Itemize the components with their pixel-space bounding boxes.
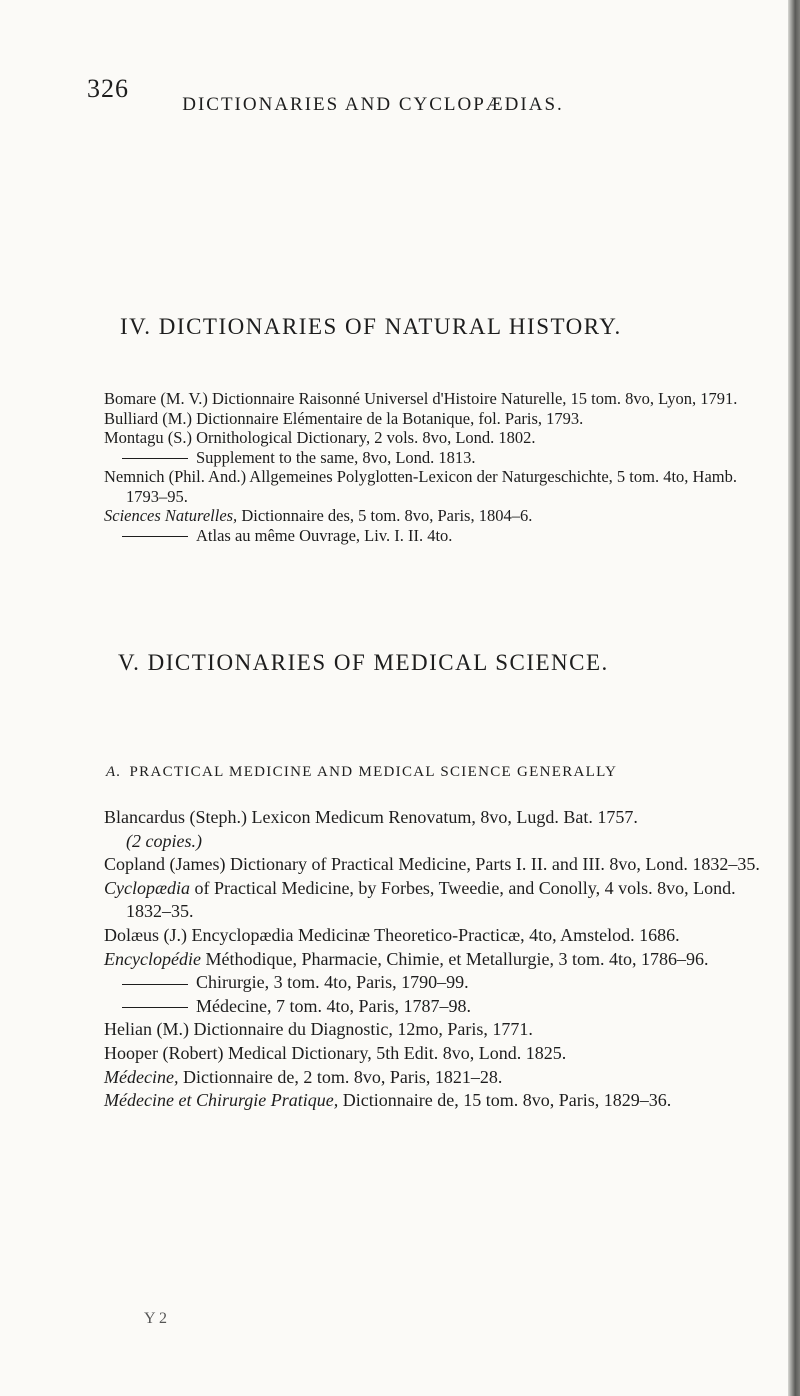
bibliography-entry — [104, 467, 764, 506]
entry-italic-title: Médecine et Chirurgie Pratique, — [104, 1090, 339, 1111]
bibliography-entry — [104, 806, 764, 853]
bibliography-entry — [104, 877, 764, 924]
entry-text: Montagu (S.) Ornithological Dictionary, 2 vols. 8vo, Lond. 1802. — [104, 428, 536, 447]
entry-text: Dictionnaire de, 2 tom. 8vo, Paris, 1821–28. — [178, 1066, 503, 1087]
entry-text: Méthodique, Pharmacie, Chimie, et Metallurgie, 3 tom. 4to, 1786–96. — [200, 948, 709, 969]
bibliography-entry — [104, 853, 764, 877]
running-head: DICTIONARIES AND CYCLOPÆDIAS. — [182, 94, 564, 115]
subheading-text: PRACTICAL MEDICINE AND MEDICAL SCIENCE GENERALLY — [129, 764, 618, 780]
medical-science-entries — [104, 806, 764, 1113]
entry-text: Dolæus (J.) Encyclopædia Medicinæ Theoretico-Practicæ, 4to, Amstelod. 1686. — [104, 924, 680, 945]
entry-text: Copland (James) Dictionary of Practical Medicine, Parts I. II. and III. 8vo, Lond. 1832–35. — [104, 854, 760, 875]
subheading-practical-medicine — [106, 764, 726, 781]
entry-text: Nemnich (Phil. And.) Allgemeines Polyglotten-Lexicon der Naturgeschichte, 5 tom. 4to, Hamb. 1793–95. — [104, 467, 737, 506]
section-heading-medical-science: V. DICTIONARIES OF MEDICAL SCIENCE. — [118, 650, 609, 675]
page-number: 326 — [87, 74, 129, 103]
bibliography-entry — [104, 409, 764, 429]
bibliography-entry — [104, 924, 764, 948]
bibliography-entry — [104, 971, 764, 995]
bibliography-entry — [104, 1066, 764, 1090]
subheading-letter: A. — [106, 764, 122, 780]
entry-italic-title: Encyclopédie — [104, 948, 201, 969]
entry-italic-title: Cyclopædia — [104, 877, 190, 898]
natural-history-entries — [104, 389, 764, 545]
entry-text: Supplement to the same, 8vo, Lond. 1813. — [196, 447, 476, 467]
bibliography-entry — [104, 448, 764, 468]
page-edge — [788, 0, 800, 1396]
bibliography-entry — [104, 1042, 764, 1066]
entry-italic-title: Médecine, — [104, 1066, 179, 1087]
bibliography-entry — [104, 995, 764, 1019]
ditto-dash — [122, 536, 188, 537]
bibliography-entry — [104, 389, 764, 409]
entry-text: Bulliard (M.) Dictionnaire Elémentaire de la Botanique, fol. Paris, 1793. — [104, 408, 584, 428]
entry-note: (2 copies.) — [126, 830, 202, 851]
ditto-dash — [122, 1007, 188, 1008]
bibliography-entry — [104, 1018, 764, 1042]
ditto-dash — [122, 458, 188, 459]
section-heading-natural-history: IV. DICTIONARIES OF NATURAL HISTORY. — [120, 314, 622, 339]
signature-mark: Y 2 — [144, 1310, 167, 1327]
bibliography-entry — [104, 506, 764, 526]
entry-text: of Practical Medicine, by Forbes, Tweedie, and Conolly, 4 vols. 8vo, Lond. 1832–35. — [126, 877, 736, 922]
entry-text: Bomare (M. V.) Dictionnaire Raisonné Universel d'Histoire Naturelle, 15 tom. 8vo, Lyon, 1791. — [104, 389, 738, 408]
bibliography-entry — [104, 428, 764, 448]
entry-text: Dictionnaire de, 15 tom. 8vo, Paris, 1829–36. — [338, 1090, 672, 1111]
entry-text: Helian (M.) Dictionnaire du Diagnostic, 12mo, Paris, 1771. — [104, 1019, 533, 1040]
entry-text: Atlas au même Ouvrage, Liv. I. II. 4to. — [196, 525, 453, 545]
entry-italic-title: Sciences Naturelles, — [104, 506, 238, 525]
bibliography-entry — [104, 526, 764, 546]
bibliography-entry — [104, 1089, 764, 1113]
entry-text: Hooper (Robert) Medical Dictionary, 5th Edit. 8vo, Lond. 1825. — [104, 1042, 567, 1063]
entry-text: Médecine, 7 tom. 4to, Paris, 1787–98. — [196, 995, 471, 1016]
entry-text: Chirurgie, 3 tom. 4to, Paris, 1790–99. — [196, 972, 469, 993]
entry-text: Blancardus (Steph.) Lexicon Medicum Renovatum, 8vo, Lugd. Bat. 1757. — [104, 807, 638, 827]
ditto-dash — [122, 984, 188, 985]
bibliography-entry — [104, 948, 764, 972]
entry-text: Dictionnaire des, 5 tom. 8vo, Paris, 1804–6. — [237, 506, 533, 525]
